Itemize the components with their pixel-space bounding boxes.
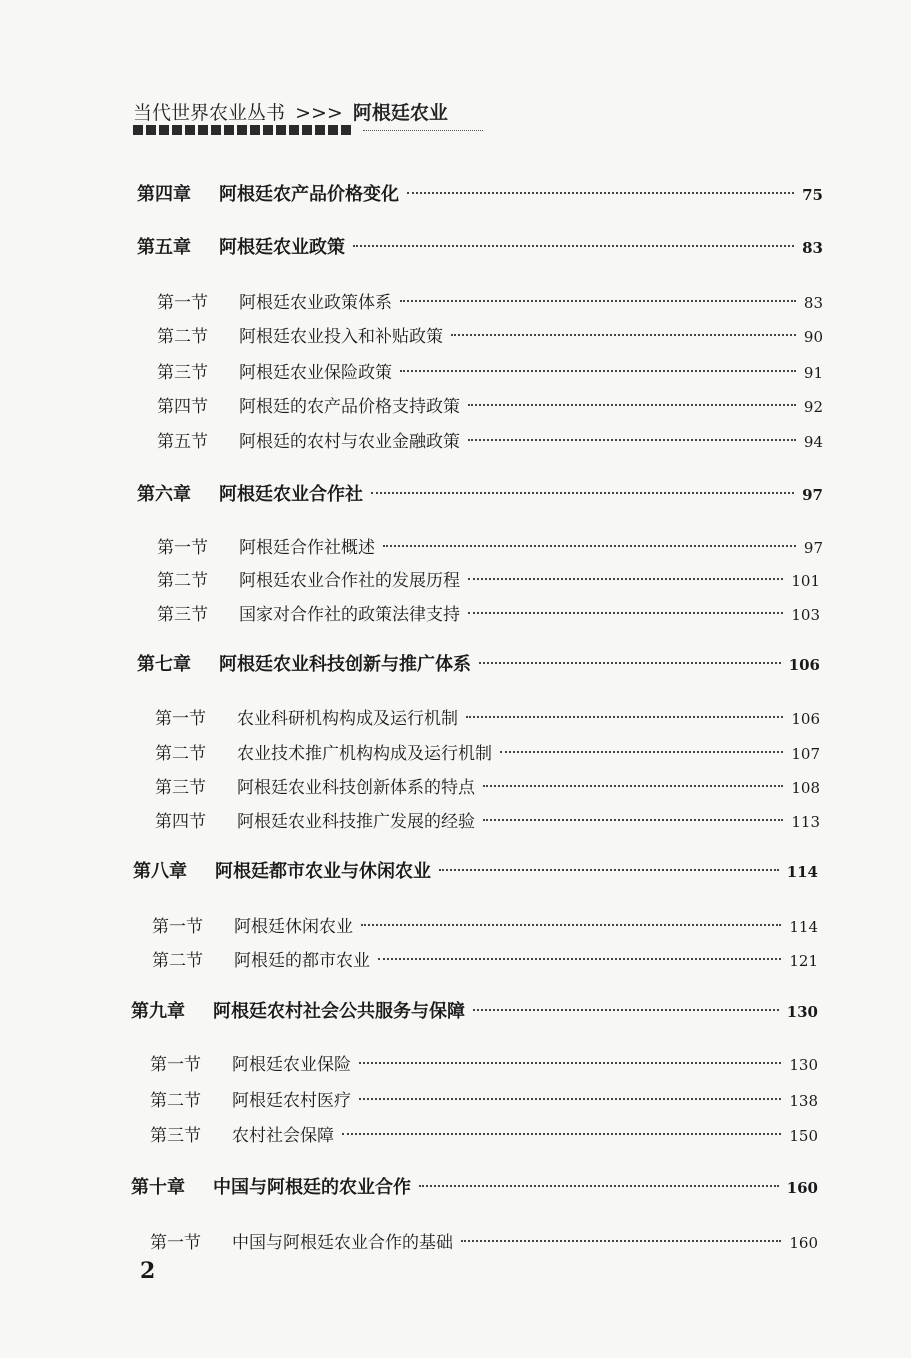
- toc-page-number: 160: [789, 1234, 818, 1252]
- toc-title: 农业技术推广机构构成及运行机制: [237, 744, 492, 764]
- toc-page-number: 107: [791, 745, 820, 763]
- toc-page-number: 114: [786, 863, 818, 881]
- toc-chapter-row: [131, 997, 818, 1023]
- toc-number: 第一节: [150, 1055, 201, 1075]
- toc-leader-dots: [468, 612, 783, 614]
- toc-page-number: 91: [803, 364, 823, 382]
- toc-number: 第三节: [150, 1126, 201, 1146]
- toc-page-number: 106: [788, 656, 820, 674]
- toc-title: 农村社会保障: [232, 1126, 334, 1146]
- toc-title: 阿根廷农业科技创新与推广体系: [219, 654, 471, 675]
- toc-section-row: [157, 533, 823, 559]
- toc-chapter-row: [133, 857, 818, 883]
- toc-section-row: [157, 322, 823, 348]
- toc-page-number: 94: [803, 433, 823, 451]
- toc-section-row: [157, 600, 820, 626]
- toc-section-row: [150, 1050, 818, 1076]
- header-block: [341, 125, 351, 135]
- toc-title: 阿根廷农村社会公共服务与保障: [213, 1001, 465, 1022]
- toc-page-number: 103: [791, 606, 820, 624]
- header-block: [198, 125, 208, 135]
- header-block: [263, 125, 273, 135]
- toc-number: 第一节: [157, 293, 208, 313]
- toc-number: 第四节: [155, 812, 206, 832]
- toc-section-row: [157, 566, 820, 592]
- toc-title: 阿根廷农产品价格变化: [219, 184, 399, 205]
- toc-page-number: 114: [789, 918, 818, 936]
- toc-page-number: 130: [786, 1003, 818, 1021]
- toc-leader-dots: [400, 370, 796, 372]
- header-block: [133, 125, 143, 135]
- toc-section-row: [157, 392, 823, 418]
- page-number: 2: [140, 1258, 156, 1284]
- toc-section-row: [157, 427, 823, 453]
- toc-title: 阿根廷休闲农业: [234, 917, 353, 937]
- toc-number: 第八章: [133, 861, 187, 882]
- header-block: [211, 125, 221, 135]
- toc-page-number: 75: [802, 186, 823, 204]
- toc-number: 第九章: [131, 1001, 185, 1022]
- toc-page-number: 108: [791, 779, 820, 797]
- toc-section-row: [155, 704, 820, 730]
- toc-leader-dots: [361, 924, 781, 926]
- toc-leader-dots: [461, 1240, 781, 1242]
- toc-number: 第五节: [157, 432, 208, 452]
- toc-leader-dots: [468, 439, 796, 441]
- toc-section-row: [157, 288, 823, 314]
- toc-section-row: [152, 946, 818, 972]
- toc-leader-dots: [500, 751, 783, 753]
- toc-page-number: 138: [789, 1092, 818, 1110]
- toc-leader-dots: [468, 404, 796, 406]
- toc-leader-dots: [359, 1062, 781, 1064]
- toc-leader-dots: [378, 958, 781, 960]
- toc-leader-dots: [483, 785, 783, 787]
- toc-number: 第三节: [155, 778, 206, 798]
- toc-section-row: [150, 1228, 818, 1254]
- toc-chapter-row: [137, 480, 823, 506]
- toc-leader-dots: [400, 300, 796, 302]
- toc-leader-dots: [473, 1009, 779, 1011]
- toc-page-number: 113: [791, 813, 820, 831]
- toc-title: 阿根廷的农产品价格支持政策: [239, 397, 460, 417]
- toc-number: 第一节: [150, 1233, 201, 1253]
- toc-number: 第六章: [137, 484, 191, 505]
- toc-title: 阿根廷农业科技推广发展的经验: [237, 812, 475, 832]
- header-block: [276, 125, 286, 135]
- toc-title: 阿根廷的农村与农业金融政策: [239, 432, 460, 452]
- toc-number: 第十章: [131, 1177, 185, 1198]
- toc-title: 阿根廷农业合作社: [219, 484, 363, 505]
- toc-title: 阿根廷农业投入和补贴政策: [239, 327, 443, 347]
- toc-leader-dots: [342, 1133, 781, 1135]
- toc-leader-dots: [466, 716, 783, 718]
- toc-number: 第一节: [157, 538, 208, 558]
- toc-title: 阿根廷合作社概述: [239, 538, 375, 558]
- toc-number: 第二节: [150, 1091, 201, 1111]
- header-block: [224, 125, 234, 135]
- toc-number: 第一节: [152, 917, 203, 937]
- toc-title: 阿根廷都市农业与休闲农业: [215, 861, 431, 882]
- header-block: [237, 125, 247, 135]
- toc-title: 国家对合作社的政策法律支持: [239, 605, 460, 625]
- toc-page-number: 83: [802, 239, 823, 257]
- toc-title: 阿根廷农业合作社的发展历程: [239, 571, 460, 591]
- toc-leader-dots: [439, 869, 779, 871]
- toc-number: 第二节: [157, 571, 208, 591]
- header-block: [289, 125, 299, 135]
- toc-title: 中国与阿根廷的农业合作: [213, 1177, 411, 1198]
- toc-leader-dots: [371, 492, 794, 494]
- running-header: [133, 98, 448, 125]
- toc-page-number: 83: [803, 294, 823, 312]
- header-block: [172, 125, 182, 135]
- header-block: [146, 125, 156, 135]
- toc-number: 第二节: [157, 327, 208, 347]
- toc-page-number: 130: [789, 1056, 818, 1074]
- header-block: [185, 125, 195, 135]
- header-decoration: [133, 123, 483, 135]
- toc-section-row: [150, 1086, 818, 1112]
- toc-page-number: 121: [789, 952, 818, 970]
- toc-section-row: [150, 1121, 818, 1147]
- toc-section-row: [155, 739, 820, 765]
- toc-title: 阿根廷农业政策体系: [239, 293, 392, 313]
- toc-chapter-row: [137, 233, 823, 259]
- toc-chapter-row: [131, 1173, 818, 1199]
- toc-page-number: 150: [789, 1127, 818, 1145]
- header-block: [328, 125, 338, 135]
- toc-title: 农业科研机构构成及运行机制: [237, 709, 458, 729]
- toc-title: 阿根廷的都市农业: [234, 951, 370, 971]
- toc-title: 阿根廷农业政策: [219, 237, 345, 258]
- toc-number: 第四章: [137, 184, 191, 205]
- toc-leader-dots: [359, 1098, 781, 1100]
- toc-page-number: 97: [803, 539, 823, 557]
- toc-section-row: [155, 807, 820, 833]
- toc-number: 第二节: [152, 951, 203, 971]
- toc-number: 第七章: [137, 654, 191, 675]
- toc-page-number: 92: [803, 398, 823, 416]
- toc-section-row: [157, 358, 823, 384]
- toc-leader-dots: [479, 662, 781, 664]
- toc-title: 中国与阿根廷农业合作的基础: [232, 1233, 453, 1253]
- toc-title: 阿根廷农村医疗: [232, 1091, 351, 1111]
- toc-number: 第三节: [157, 363, 208, 383]
- toc-section-row: [152, 912, 818, 938]
- toc-page-number: 97: [802, 486, 823, 504]
- book-title: 阿根廷农业: [352, 102, 448, 124]
- toc-title: 阿根廷农业保险: [232, 1055, 351, 1075]
- toc-page-number: 90: [803, 328, 823, 346]
- toc-number: 第二节: [155, 744, 206, 764]
- series-title: 当代世界农业丛书: [133, 102, 286, 124]
- toc-leader-dots: [451, 334, 796, 336]
- toc-number: 第四节: [157, 397, 208, 417]
- toc-leader-dots: [383, 545, 796, 547]
- toc-page-number: 101: [791, 572, 820, 590]
- toc-leader-dots: [419, 1185, 779, 1187]
- toc-title: 阿根廷农业保险政策: [239, 363, 392, 383]
- header-separator: >>>: [295, 102, 343, 124]
- header-block: [315, 125, 325, 135]
- toc-page-number: 160: [786, 1179, 818, 1197]
- header-block: [302, 125, 312, 135]
- toc-number: 第三节: [157, 605, 208, 625]
- toc-title: 阿根廷农业科技创新体系的特点: [237, 778, 475, 798]
- toc-page-number: 106: [791, 710, 820, 728]
- toc-leader-dots: [468, 578, 783, 580]
- header-block: [159, 125, 169, 135]
- toc-chapter-row: [137, 180, 823, 206]
- toc-leader-dots: [483, 819, 783, 821]
- toc-leader-dots: [353, 245, 794, 247]
- toc-section-row: [155, 773, 820, 799]
- toc-chapter-row: [137, 650, 820, 676]
- header-block: [250, 125, 260, 135]
- toc-number: 第一节: [155, 709, 206, 729]
- toc-leader-dots: [407, 192, 794, 194]
- toc-number: 第五章: [137, 237, 191, 258]
